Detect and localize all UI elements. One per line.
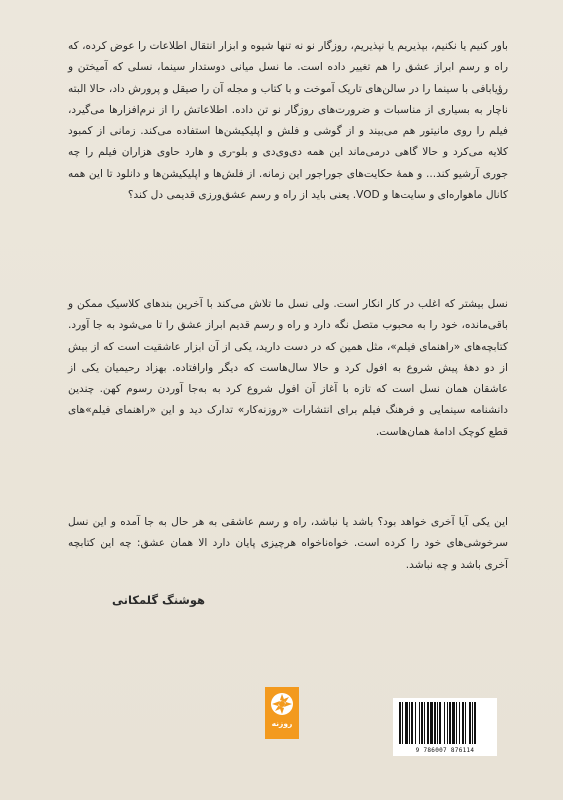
aperture-icon xyxy=(269,691,295,717)
paragraph-3: این یکی آیا آخری خواهد بود؟ باشد یا نباشد، راه و رسم عاشقی به هر حال به جا آمده و این نسل سرخوشی‌های خود را کرده است. خواه‌ناخواه هرچیزی پایان دارد الا همان عشق: چه این کتابچه آخری باشد و چه نباشد. xyxy=(68,516,508,571)
publisher-logo-text: روزنه xyxy=(271,719,293,728)
barcode-bars xyxy=(399,702,491,744)
paragraph-1: باور کنیم یا نکنیم، بپذیریم یا نپذیریم، روزگار نو نه تنها شیوه و ابزار انتقال اطلاعات را عوض کرده، که راه و رسم ابراز عشق را هم تغییر داده است. ما نسل میانی دوستدار سینما، نسلی که آمیختن و رؤیابافی با سینما را در سالن‌های تاریک آموخت و با کتاب و مجله آن را صیقل و پرورش داد، حالا البته ناچار به بسیاری از مناسبات و ضرورت‌های روزگار نو تن داده. اطلاعاتش را از نرم‌افزارها می‌گیرد، فیلم را روی مانیتور هم می‌بیند و از گوشی و فلش و اپلیکیشن‌ها استفاده می‌کند. زمانی از کمبود کلایه می‌کرد و حالا گاهی درمی‌ماند این همه دی‌وی‌دی و بلو-ری و هارد حاوی هزاران فیلم را چه جوری آرشیو کند... و همهٔ حکایت‌های جوراجور این زمانه. از فلش‌ها و اپلیکیشن‌ها و دانلود تا این همه کانال ماهواره‌ای و سایت‌ها و VOD. یعنی باید از راه و رسم عشق‌ورزی قدیمی دل کند؟ xyxy=(68,40,508,202)
isbn-barcode xyxy=(393,698,497,756)
paragraph-2: نسل بیشتر که اغلب در کار انکار است. ولی نسل ما تلاش می‌کند با آخرین بندهای کلاسیک ممکن و باقی‌مانده، خود را به محبوب متصل نگه دارد و راه و رسم قدیم ابراز عشق را تا می‌شود به جا آورد. کتابچه‌های «راهنمای فیلم»، مثل همین که در دست دارید، یکی از آن ابزار عاشقیت است که از بیش از دو دههٔ پیش شروع به افول کرد و حالا سال‌هاست که دیگر وارافتاده. بهزاد رحیمیان یکی از عاشقان همان نسل است که تازه با آغاز آن افول شروع کرد به به‌جا آوردن رسوم کهن. چندین دانشنامه سینمایی و فرهنگ فیلم برای انتشارات «روزنه‌کار» تدارک دید و این «راهنمای فیلم»های قطع کوچک ادامهٔ همان‌هاست. xyxy=(68,298,508,438)
author-signature: هوشنگ گلمکانی xyxy=(112,593,206,607)
barcode-digits: 9 786007 876114 xyxy=(415,747,475,754)
publisher-logo xyxy=(265,687,299,739)
